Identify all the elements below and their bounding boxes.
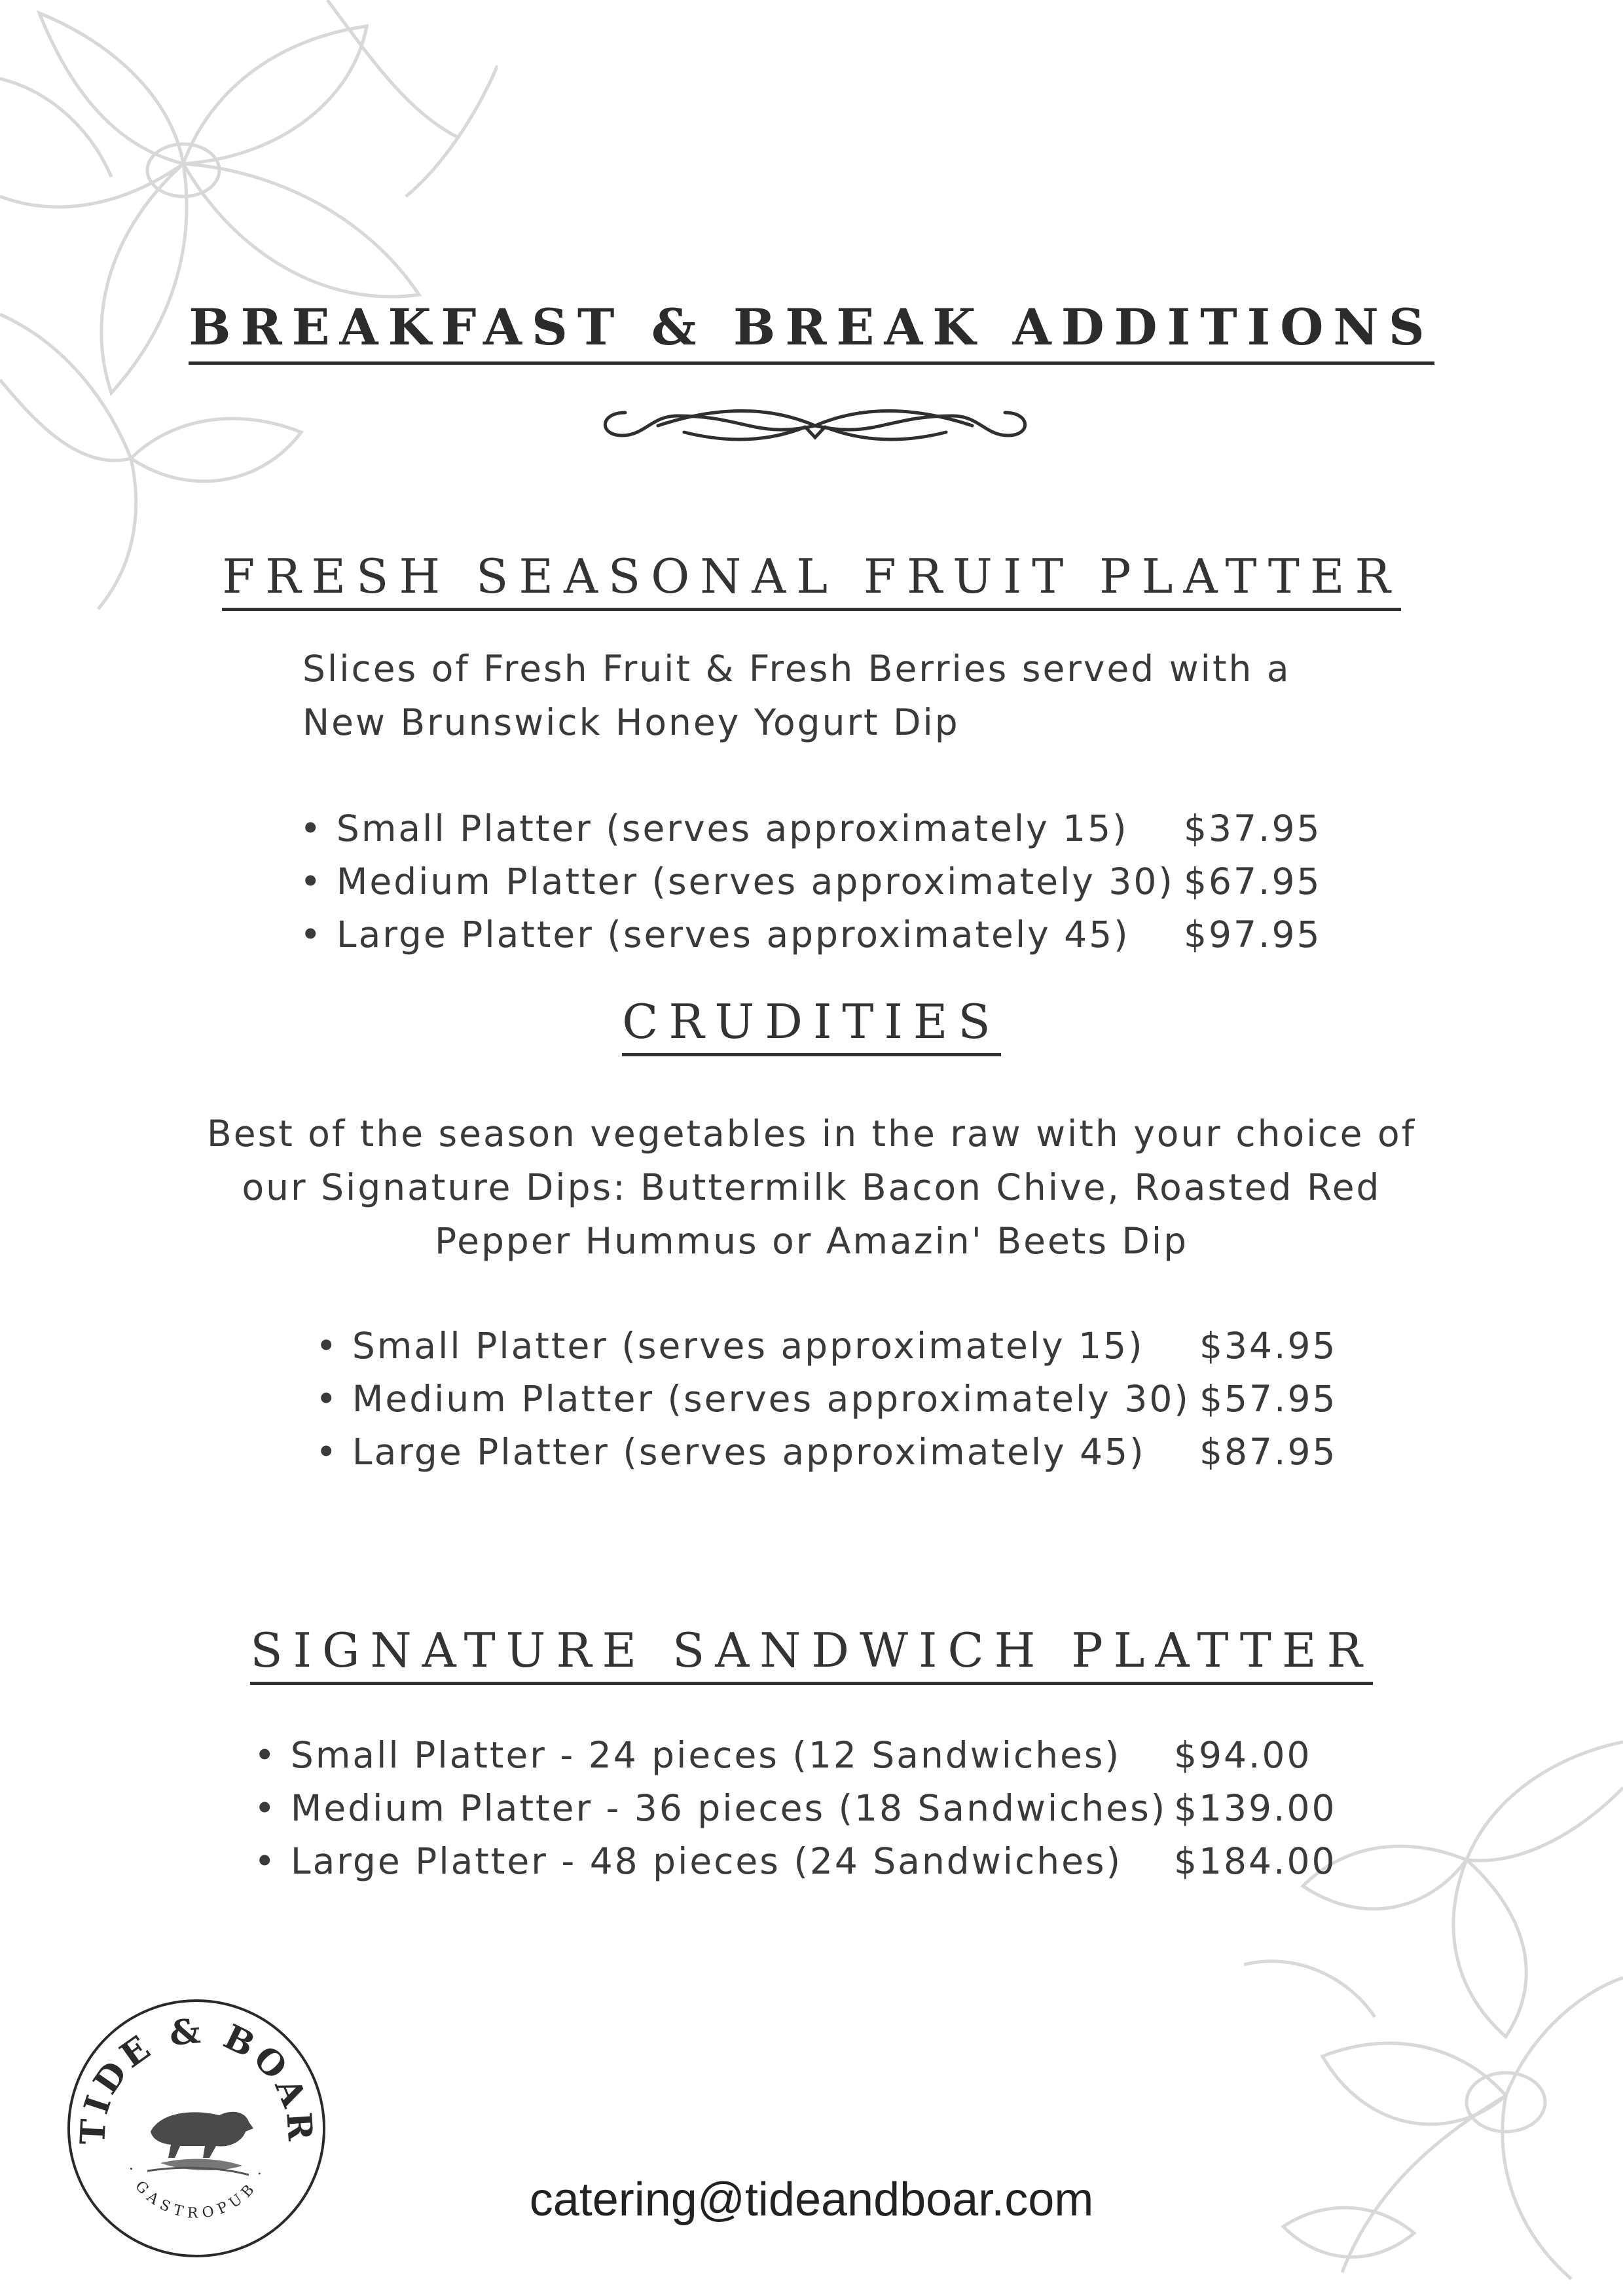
page-title: BREAKFAST & BREAK ADDITIONS	[0, 298, 1623, 356]
item-price: $87.95	[1199, 1431, 1338, 1473]
item-price: $184.00	[1174, 1840, 1337, 1882]
item-label: • Large Platter (serves approximately 45)	[300, 914, 1130, 955]
description-line: New Brunswick Honey Yogurt Dip	[302, 701, 960, 743]
description-line: our Signature Dips: Buttermilk Bacon Chive, Roasted Red	[242, 1166, 1381, 1208]
item-price: $139.00	[1174, 1787, 1337, 1829]
contact-email[interactable]: catering@tideandboar.com	[529, 2174, 1094, 2226]
item-label: • Small Platter - 24 pieces (12 Sandwiches)	[254, 1734, 1122, 1776]
heading-sandwich-platter: SIGNATURE SANDWICH PLATTER	[0, 1623, 1623, 1678]
menu-item	[300, 807, 1322, 849]
fruit-platter-description	[302, 642, 1291, 749]
item-price: $37.95	[1184, 807, 1322, 849]
item-price: $34.95	[1199, 1325, 1338, 1367]
item-price: $94.00	[1174, 1734, 1312, 1776]
menu-item	[316, 1325, 1338, 1367]
item-label: • Small Platter (serves approximately 15)	[316, 1325, 1144, 1367]
heading-crudities: CRUDITIES	[0, 994, 1623, 1049]
item-label: • Medium Platter (serves approximately 30)	[300, 861, 1175, 902]
item-label: • Small Platter (serves approximately 15)	[300, 807, 1129, 849]
menu-item	[300, 861, 1322, 902]
menu-item	[254, 1734, 1312, 1776]
menu-item	[254, 1787, 1337, 1829]
description-line: Pepper Hummus or Amazin' Beets Dip	[434, 1220, 1189, 1262]
item-label: • Medium Platter (serves approximately 30)	[316, 1378, 1190, 1420]
heading-fruit-platter: FRESH SEASONAL FRUIT PLATTER	[0, 549, 1623, 604]
logo-subtitle: · GASTROPUB ·	[122, 2163, 271, 2222]
item-label: • Large Platter (serves approximately 45)	[316, 1431, 1146, 1473]
item-price: $67.95	[1184, 861, 1322, 902]
logo-name: TIDE & BOAR	[73, 2010, 321, 2146]
menu-item	[254, 1840, 1337, 1882]
item-price: $57.95	[1199, 1378, 1338, 1420]
menu-item	[316, 1378, 1338, 1420]
item-label: • Large Platter - 48 pieces (24 Sandwiches)	[254, 1840, 1123, 1882]
ornament-divider-icon	[586, 386, 1044, 452]
crudities-description	[0, 1107, 1623, 1268]
menu-item	[300, 914, 1322, 955]
description-line: Best of the season vegetables in the raw with your choice of	[207, 1113, 1416, 1155]
description-line: Slices of Fresh Fruit & Fresh Berries served with a	[302, 648, 1291, 690]
item-price: $97.95	[1184, 914, 1322, 955]
item-label: • Medium Platter - 36 pieces (18 Sandwiches)	[254, 1787, 1167, 1829]
menu-item	[316, 1431, 1338, 1473]
